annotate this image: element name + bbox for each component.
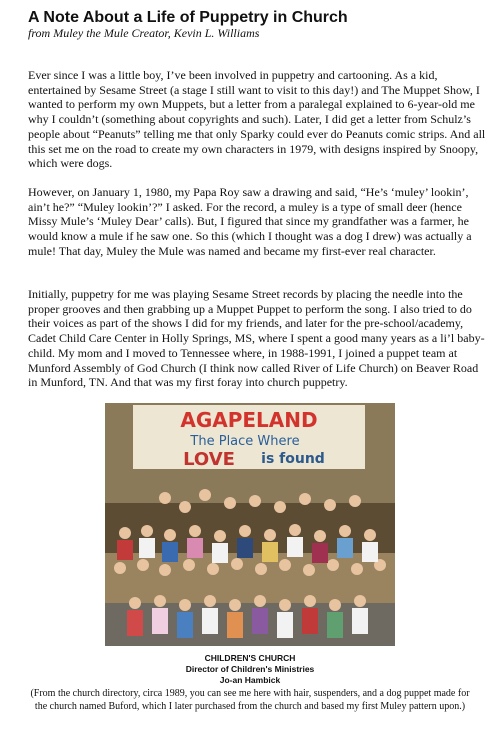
group-photo bbox=[105, 403, 395, 646]
caption-director-name: Jo-an Hambick bbox=[219, 675, 281, 685]
children-group bbox=[105, 489, 395, 646]
caption-note: (From the church directory, circa 1989, you can see me here with hair, suspenders, and a dog puppet made for the church named Buford, which I later purchased from the church and based my first Muley pattern upon.) bbox=[30, 688, 470, 712]
paragraph-2: However, on January 1, 1980, my Papa Roy saw a drawing and said, “He’s ‘muley’ lookin’, ain’t he?” “Muley lookin’?” I asked. For the record, a muley is a type of small deer (hence Missy Mule’s ‘Muley Dear’ calls). But, I figured that since my grandfather was a farmer, he would know a mule if he saw one. So this (which I thought was a dog I drew) was actually a mule! That day, Muley the Mule was named and became my first-ever real character. bbox=[28, 185, 472, 258]
paragraph-1: Ever since I was a little boy, I’ve been involved in puppetry and cartooning. As a kid, entertained by Sesame Street (a stage I still want to visit to this day!) and The Muppet Show, I wanted to perform my own Muppets, but a letter from a paralegal explained to 6-year-old me why I couldn’t (something about copyrights and such). Later, I did get a letter from Schulz’s people about “Peanuts” telling me that only Sparky could ever do Peanuts comic strips. And all this set me on the road to create my own characters in 1979, with designs inspired by Snoopy, which were dogs. bbox=[28, 68, 486, 171]
banner-line-2: The Place Where bbox=[190, 434, 300, 449]
caption-heading: CHILDREN'S CHURCH bbox=[204, 653, 296, 663]
caption-director-title: Director of Children's Ministries bbox=[185, 664, 315, 674]
photo-caption bbox=[28, 653, 472, 713]
paragraph-3: Initially, puppetry for me was playing Sesame Street records by placing the needle into the proper grooves and then grabbing up a Muppet Puppet to perform the song. I also tried to do their voices as part of the shows I did for my friends, and later for the pre-school/academy, Cadet Child Care Center in Holly Springs, MS, where I spent a good many years as a li’l baby-child. My mom and I moved to Tennessee where, in 1988-1991, I joined a puppet team at Munford Assembly of God Church (I think now called River of Life Church) on Beaver Road in Munford, TN. And that was my first foray into church puppetry. bbox=[28, 287, 485, 390]
banner-line-4: is found bbox=[261, 451, 325, 467]
article-subtitle: from Muley the Mule Creator, Kevin L. Williams bbox=[28, 26, 260, 40]
group-photo-illustration bbox=[105, 403, 395, 646]
article-title: A Note About a Life of Puppetry in Church bbox=[28, 9, 348, 26]
banner-line-1: AGAPELAND bbox=[180, 408, 318, 432]
banner-line-3: LOVE bbox=[183, 449, 235, 470]
